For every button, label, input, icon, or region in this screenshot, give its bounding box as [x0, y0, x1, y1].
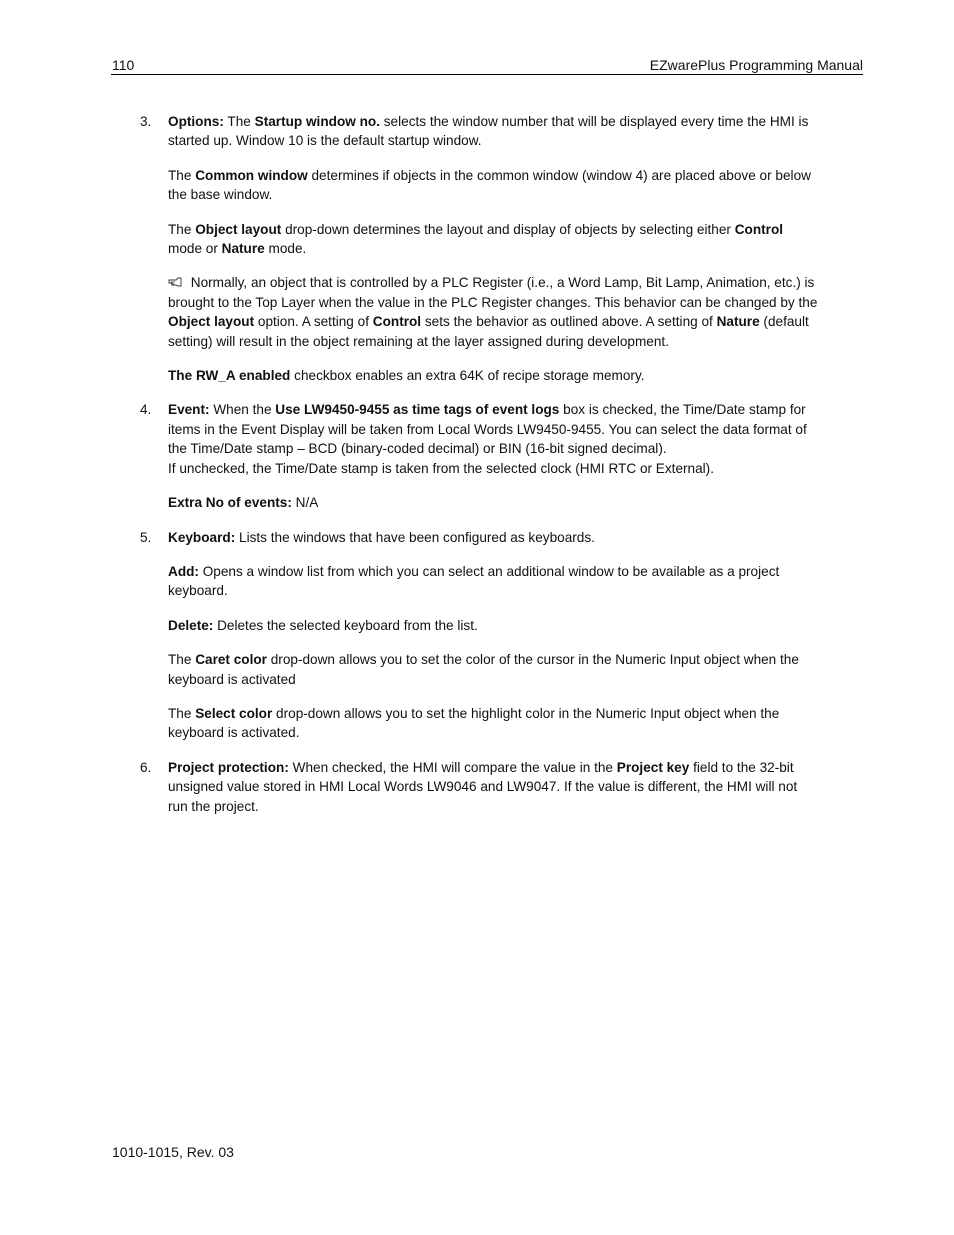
list-item-options	[140, 112, 820, 385]
text: drop-down allows you to set the color of the cursor in the Numeric Input object when the keyboard is activated	[168, 652, 799, 687]
paragraph-delete	[168, 616, 820, 635]
term-delete: Delete:	[168, 617, 214, 633]
text: drop-down allows you to set the highlight color in the Numeric Input object when the keyboard is activated.	[168, 705, 780, 741]
list-item-event	[140, 400, 820, 512]
paragraph-event	[168, 400, 820, 478]
term-keyboard: Keyboard:	[168, 529, 236, 545]
text: When checked, the HMI will compare the value in the	[288, 759, 617, 775]
text: Lists the windows that have been configured as keyboards.	[235, 529, 595, 545]
text: When the	[209, 402, 276, 418]
page-header	[111, 55, 863, 75]
text: option. A setting of	[254, 314, 373, 330]
text: If unchecked, the Time/Date stamp is taken from the selected clock (HMI RTC or External).	[168, 460, 714, 476]
paragraph-add	[168, 562, 820, 601]
term-object-layout: Object layout	[195, 221, 282, 237]
text: drop-down determines the layout and display of objects by selecting either	[281, 221, 735, 237]
manual-title: EZwarePlus Programming Manual	[649, 57, 863, 73]
paragraph-object-layout	[168, 220, 820, 259]
text: selects the window number that will be displayed every time the HMI is started up. Window 10 is the default startup window.	[168, 114, 809, 149]
text: mode.	[264, 241, 307, 257]
term-options: Options:	[168, 114, 224, 129]
paragraph-extra-events	[168, 493, 820, 512]
paragraph-keyboard	[168, 528, 820, 547]
term-project-protection: Project protection:	[168, 759, 289, 775]
text: The	[168, 221, 196, 237]
list-item-keyboard	[140, 528, 820, 743]
text: box is checked, the Time/Date stamp for items in the Event Display will be taken from Local Words LW9450-9455. You can select the data format of the Time/Date stamp – BCD (binary-coded decimal) or BIN (16-bit signed decimal).	[168, 402, 807, 457]
term-select-color: Select color	[195, 705, 273, 721]
term-startup-window: Startup window no.	[254, 114, 380, 129]
note-hand-icon	[168, 277, 184, 288]
text: The	[168, 167, 196, 183]
term-control: Control	[372, 314, 422, 330]
term-nature: Nature	[221, 241, 265, 257]
term-caret-color: Caret color	[195, 652, 267, 668]
text: field to the 32-bit unsigned value stored in HMI Local Words LW9046 and LW9047. If the value is different, the HMI will not run the project.	[168, 759, 798, 814]
list-number: 5.	[140, 529, 152, 545]
paragraph-select-color	[168, 704, 820, 743]
term-object-layout: Object layout	[168, 314, 255, 330]
text: The	[168, 705, 196, 721]
list-number: 3.	[140, 114, 152, 129]
term-extra-events: Extra No of events:	[168, 495, 292, 511]
text: mode or	[168, 241, 222, 257]
term-common-window: Common window	[195, 167, 308, 183]
text: Deletes the selected keyboard from the list.	[213, 617, 478, 633]
text: N/A	[291, 495, 319, 511]
paragraph-rw-a	[168, 366, 820, 385]
list-number: 6.	[140, 759, 152, 775]
page-number: 110	[112, 57, 135, 73]
text: The	[168, 652, 196, 668]
paragraph-project-protection	[168, 758, 820, 816]
term-use-lw9450: Use LW9450-9455 as time tags of event logs	[275, 402, 560, 418]
term-rw-a-enabled: The RW_A enabled	[168, 368, 291, 384]
paragraph-note	[168, 273, 820, 351]
page-footer: 1010-1015, Rev. 03	[112, 1144, 234, 1160]
paragraph-startup-window	[168, 112, 820, 151]
term-nature: Nature	[716, 314, 760, 330]
text: determines if objects in the common window (window 4) are placed above or below the base window.	[168, 167, 811, 203]
page-body	[140, 112, 820, 831]
text: (default setting) will result in the object remaining at the layer assigned during development.	[168, 314, 809, 349]
text: checkbox enables an extra 64K of recipe storage memory.	[290, 368, 645, 384]
text: Normally, an object that is controlled by a PLC Register (i.e., a Word Lamp, Bit Lamp, Animation, etc.) is brought to the Top Layer when the value in the PLC Register changes. This behavior can be changed by the	[168, 275, 818, 310]
term-event: Event:	[168, 402, 210, 418]
term-control: Control	[734, 221, 784, 237]
paragraph-common-window	[168, 166, 820, 205]
list-item-project-protection	[140, 758, 820, 816]
term-project-key: Project key	[616, 759, 690, 775]
text: Opens a window list from which you can select an additional window to be available as a project keyboard.	[168, 563, 780, 599]
text: sets the behavior as outlined above. A setting of	[421, 314, 717, 330]
list-number: 4.	[140, 402, 152, 418]
text: The	[223, 114, 255, 129]
paragraph-caret-color	[168, 650, 820, 689]
term-add: Add:	[168, 563, 199, 579]
